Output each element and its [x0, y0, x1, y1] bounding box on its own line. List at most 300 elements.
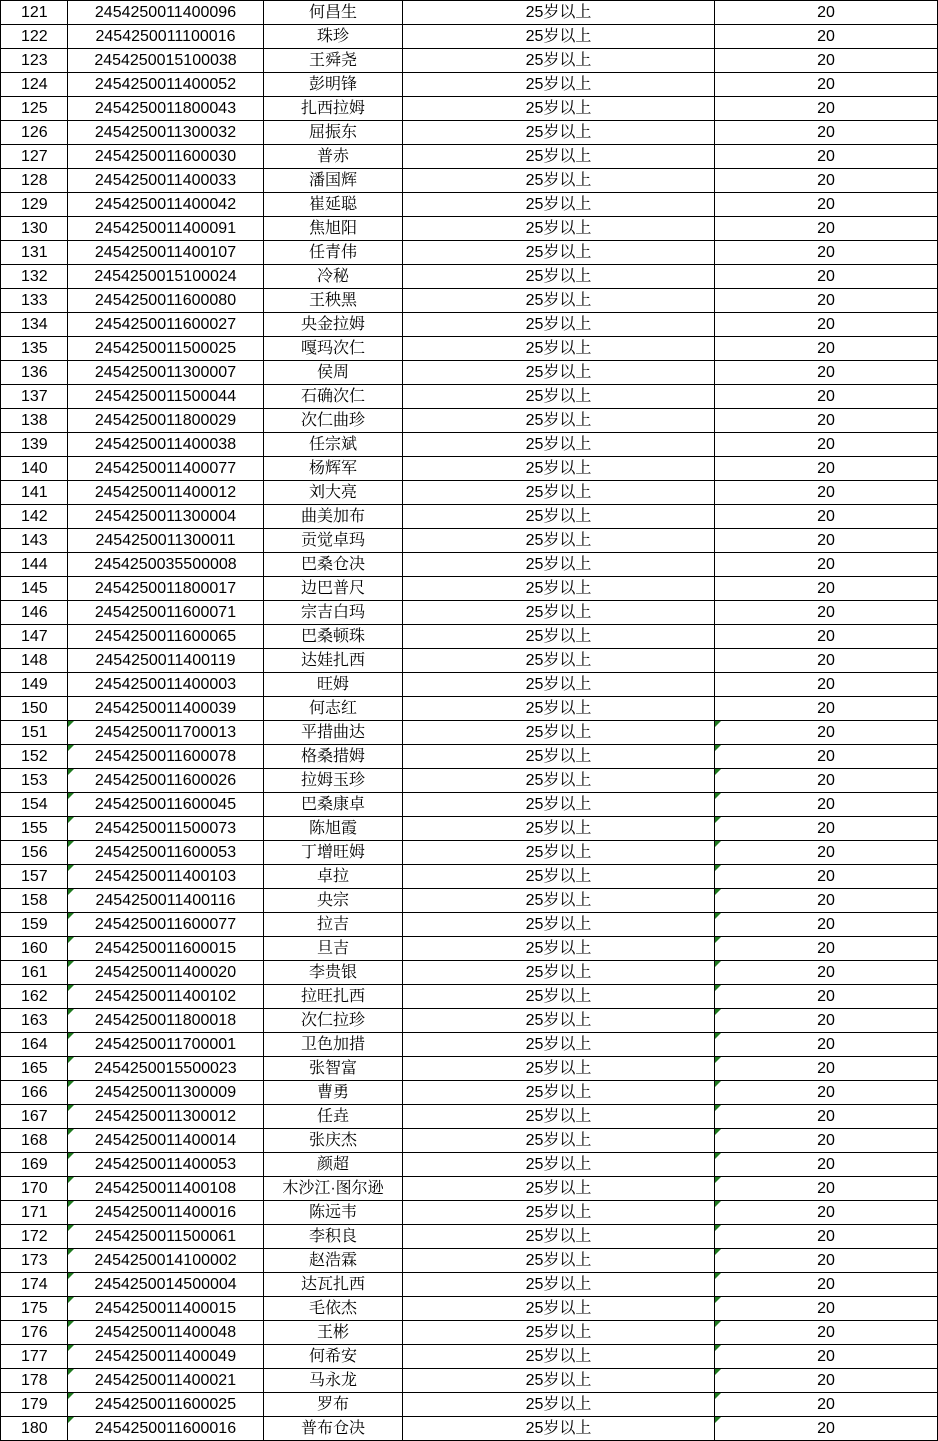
cell-id[interactable]: 2454250011500025 — [68, 337, 264, 361]
cell-score[interactable]: 20 — [715, 865, 938, 889]
cell-score[interactable]: 20 — [715, 1009, 938, 1033]
cell-score[interactable]: 20 — [715, 457, 938, 481]
cell-score[interactable]: 20 — [715, 1033, 938, 1057]
cell-id[interactable]: 2454250011600045 — [68, 793, 264, 817]
cell-id[interactable]: 2454250015500023 — [68, 1057, 264, 1081]
cell-age[interactable]: 25岁以上 — [403, 313, 715, 337]
cell-id[interactable]: 2454250011600077 — [68, 913, 264, 937]
cell-name[interactable]: 普布仓决 — [264, 1417, 403, 1441]
cell-id[interactable]: 2454250011500073 — [68, 817, 264, 841]
cell-id[interactable]: 2454250011800017 — [68, 577, 264, 601]
cell-age[interactable]: 25岁以上 — [403, 1153, 715, 1177]
cell-age[interactable]: 25岁以上 — [403, 1081, 715, 1105]
cell-age[interactable]: 25岁以上 — [403, 1129, 715, 1153]
cell-name[interactable]: 赵浩霖 — [264, 1249, 403, 1273]
cell-score[interactable]: 20 — [715, 937, 938, 961]
cell-score[interactable]: 20 — [715, 673, 938, 697]
cell-seq[interactable]: 169 — [1, 1153, 68, 1177]
cell-score[interactable]: 20 — [715, 289, 938, 313]
cell-name[interactable]: 曲美加布 — [264, 505, 403, 529]
cell-id[interactable]: 2454250011500061 — [68, 1225, 264, 1249]
cell-name[interactable]: 张智富 — [264, 1057, 403, 1081]
cell-seq[interactable]: 164 — [1, 1033, 68, 1057]
cell-id[interactable]: 2454250011400103 — [68, 865, 264, 889]
cell-score[interactable]: 20 — [715, 337, 938, 361]
cell-name[interactable]: 嘎玛次仁 — [264, 337, 403, 361]
cell-score[interactable]: 20 — [715, 1273, 938, 1297]
cell-name[interactable]: 毛依杰 — [264, 1297, 403, 1321]
cell-age[interactable]: 25岁以上 — [403, 121, 715, 145]
cell-name[interactable]: 达瓦扎西 — [264, 1273, 403, 1297]
cell-age[interactable]: 25岁以上 — [403, 793, 715, 817]
cell-score[interactable]: 20 — [715, 553, 938, 577]
cell-score[interactable]: 20 — [715, 97, 938, 121]
cell-age[interactable]: 25岁以上 — [403, 769, 715, 793]
cell-seq[interactable]: 173 — [1, 1249, 68, 1273]
cell-id[interactable]: 2454250011600071 — [68, 601, 264, 625]
cell-id[interactable]: 2454250011400033 — [68, 169, 264, 193]
cell-score[interactable]: 20 — [715, 889, 938, 913]
cell-id[interactable]: 2454250011700001 — [68, 1033, 264, 1057]
cell-name[interactable]: 焦旭阳 — [264, 217, 403, 241]
cell-seq[interactable]: 163 — [1, 1009, 68, 1033]
cell-score[interactable]: 20 — [715, 769, 938, 793]
cell-score[interactable]: 20 — [715, 265, 938, 289]
cell-seq[interactable]: 122 — [1, 25, 68, 49]
cell-age[interactable]: 25岁以上 — [403, 697, 715, 721]
cell-age[interactable]: 25岁以上 — [403, 1345, 715, 1369]
cell-age[interactable]: 25岁以上 — [403, 241, 715, 265]
cell-name[interactable]: 拉吉 — [264, 913, 403, 937]
cell-score[interactable]: 20 — [715, 49, 938, 73]
cell-id[interactable]: 2454250011400021 — [68, 1369, 264, 1393]
cell-score[interactable]: 20 — [715, 601, 938, 625]
cell-age[interactable]: 25岁以上 — [403, 457, 715, 481]
cell-seq[interactable]: 177 — [1, 1345, 68, 1369]
cell-seq[interactable]: 176 — [1, 1321, 68, 1345]
cell-score[interactable]: 20 — [715, 217, 938, 241]
cell-age[interactable]: 25岁以上 — [403, 1417, 715, 1441]
cell-age[interactable]: 25岁以上 — [403, 1177, 715, 1201]
cell-seq[interactable]: 155 — [1, 817, 68, 841]
cell-id[interactable]: 2454250011400108 — [68, 1177, 264, 1201]
cell-id[interactable]: 2454250011400102 — [68, 985, 264, 1009]
cell-age[interactable]: 25岁以上 — [403, 1225, 715, 1249]
cell-score[interactable]: 20 — [715, 1417, 938, 1441]
cell-id[interactable]: 2454250011600065 — [68, 625, 264, 649]
cell-seq[interactable]: 160 — [1, 937, 68, 961]
cell-id[interactable]: 2454250011400014 — [68, 1129, 264, 1153]
cell-score[interactable]: 20 — [715, 505, 938, 529]
cell-name[interactable]: 拉旺扎西 — [264, 985, 403, 1009]
cell-name[interactable]: 边巴普尺 — [264, 577, 403, 601]
cell-seq[interactable]: 145 — [1, 577, 68, 601]
cell-seq[interactable]: 133 — [1, 289, 68, 313]
cell-seq[interactable]: 139 — [1, 433, 68, 457]
cell-score[interactable]: 20 — [715, 73, 938, 97]
cell-id[interactable]: 2454250011600053 — [68, 841, 264, 865]
cell-age[interactable]: 25岁以上 — [403, 25, 715, 49]
cell-seq[interactable]: 147 — [1, 625, 68, 649]
cell-seq[interactable]: 171 — [1, 1201, 68, 1225]
cell-name[interactable]: 任垚 — [264, 1105, 403, 1129]
cell-age[interactable]: 25岁以上 — [403, 1297, 715, 1321]
cell-name[interactable]: 格桑措姆 — [264, 745, 403, 769]
cell-id[interactable]: 2454250011400020 — [68, 961, 264, 985]
cell-age[interactable]: 25岁以上 — [403, 553, 715, 577]
cell-age[interactable]: 25岁以上 — [403, 745, 715, 769]
cell-name[interactable]: 张庆杰 — [264, 1129, 403, 1153]
cell-age[interactable]: 25岁以上 — [403, 289, 715, 313]
cell-age[interactable]: 25岁以上 — [403, 361, 715, 385]
cell-seq[interactable]: 129 — [1, 193, 68, 217]
cell-id[interactable]: 2454250011400016 — [68, 1201, 264, 1225]
cell-name[interactable]: 李积良 — [264, 1225, 403, 1249]
cell-id[interactable]: 2454250011400119 — [68, 649, 264, 673]
cell-score[interactable]: 20 — [715, 1153, 938, 1177]
cell-seq[interactable]: 134 — [1, 313, 68, 337]
cell-age[interactable]: 25岁以上 — [403, 409, 715, 433]
cell-name[interactable]: 平措曲达 — [264, 721, 403, 745]
cell-name[interactable]: 次仁曲珍 — [264, 409, 403, 433]
cell-id[interactable]: 2454250014500004 — [68, 1273, 264, 1297]
cell-name[interactable]: 次仁拉珍 — [264, 1009, 403, 1033]
cell-age[interactable]: 25岁以上 — [403, 1273, 715, 1297]
cell-age[interactable]: 25岁以上 — [403, 217, 715, 241]
cell-age[interactable]: 25岁以上 — [403, 841, 715, 865]
cell-seq[interactable]: 132 — [1, 265, 68, 289]
cell-name[interactable]: 潘国辉 — [264, 169, 403, 193]
cell-name[interactable]: 何志红 — [264, 697, 403, 721]
cell-age[interactable]: 25岁以上 — [403, 1033, 715, 1057]
cell-score[interactable]: 20 — [715, 313, 938, 337]
cell-name[interactable]: 达娃扎西 — [264, 649, 403, 673]
cell-score[interactable]: 20 — [715, 1297, 938, 1321]
cell-seq[interactable]: 175 — [1, 1297, 68, 1321]
cell-id[interactable]: 2454250011600030 — [68, 145, 264, 169]
cell-id[interactable]: 2454250011300009 — [68, 1081, 264, 1105]
cell-id[interactable]: 2454250015100038 — [68, 49, 264, 73]
cell-score[interactable]: 20 — [715, 913, 938, 937]
cell-id[interactable]: 2454250011400096 — [68, 1, 264, 25]
cell-id[interactable]: 2454250011300004 — [68, 505, 264, 529]
cell-score[interactable]: 20 — [715, 721, 938, 745]
cell-name[interactable]: 曹勇 — [264, 1081, 403, 1105]
cell-score[interactable]: 20 — [715, 697, 938, 721]
cell-seq[interactable]: 124 — [1, 73, 68, 97]
cell-id[interactable]: 2454250011300012 — [68, 1105, 264, 1129]
cell-id[interactable]: 2454250011800043 — [68, 97, 264, 121]
cell-id[interactable]: 2454250011400077 — [68, 457, 264, 481]
cell-score[interactable]: 20 — [715, 1345, 938, 1369]
cell-name[interactable]: 巴桑仓决 — [264, 553, 403, 577]
cell-seq[interactable]: 143 — [1, 529, 68, 553]
cell-id[interactable]: 2454250011600025 — [68, 1393, 264, 1417]
cell-score[interactable]: 20 — [715, 1321, 938, 1345]
cell-score[interactable]: 20 — [715, 649, 938, 673]
cell-name[interactable]: 任青伟 — [264, 241, 403, 265]
cell-name[interactable]: 陈旭霞 — [264, 817, 403, 841]
cell-age[interactable]: 25岁以上 — [403, 1201, 715, 1225]
cell-seq[interactable]: 136 — [1, 361, 68, 385]
cell-id[interactable]: 2454250011400049 — [68, 1345, 264, 1369]
cell-score[interactable]: 20 — [715, 529, 938, 553]
cell-seq[interactable]: 148 — [1, 649, 68, 673]
cell-score[interactable]: 20 — [715, 1057, 938, 1081]
cell-name[interactable]: 任宗斌 — [264, 433, 403, 457]
cell-name[interactable]: 扎西拉姆 — [264, 97, 403, 121]
cell-seq[interactable]: 146 — [1, 601, 68, 625]
cell-seq[interactable]: 167 — [1, 1105, 68, 1129]
cell-age[interactable]: 25岁以上 — [403, 1369, 715, 1393]
cell-age[interactable]: 25岁以上 — [403, 1057, 715, 1081]
cell-score[interactable]: 20 — [715, 361, 938, 385]
cell-age[interactable]: 25岁以上 — [403, 961, 715, 985]
cell-id[interactable]: 2454250011400042 — [68, 193, 264, 217]
cell-score[interactable]: 20 — [715, 577, 938, 601]
cell-name[interactable]: 石确次仁 — [264, 385, 403, 409]
cell-id[interactable]: 2454250011400091 — [68, 217, 264, 241]
cell-id[interactable]: 2454250011500044 — [68, 385, 264, 409]
cell-id[interactable]: 2454250011400038 — [68, 433, 264, 457]
cell-name[interactable]: 旺姆 — [264, 673, 403, 697]
cell-seq[interactable]: 170 — [1, 1177, 68, 1201]
cell-age[interactable]: 25岁以上 — [403, 985, 715, 1009]
cell-seq[interactable]: 142 — [1, 505, 68, 529]
cell-score[interactable]: 20 — [715, 1225, 938, 1249]
cell-id[interactable]: 2454250011100016 — [68, 25, 264, 49]
cell-score[interactable]: 20 — [715, 241, 938, 265]
cell-seq[interactable]: 154 — [1, 793, 68, 817]
cell-name[interactable]: 卓拉 — [264, 865, 403, 889]
cell-score[interactable]: 20 — [715, 1105, 938, 1129]
cell-score[interactable]: 20 — [715, 1, 938, 25]
cell-age[interactable]: 25岁以上 — [403, 625, 715, 649]
cell-seq[interactable]: 157 — [1, 865, 68, 889]
cell-score[interactable]: 20 — [715, 409, 938, 433]
cell-seq[interactable]: 137 — [1, 385, 68, 409]
cell-age[interactable]: 25岁以上 — [403, 1321, 715, 1345]
cell-age[interactable]: 25岁以上 — [403, 97, 715, 121]
cell-seq[interactable]: 168 — [1, 1129, 68, 1153]
cell-id[interactable]: 2454250011400003 — [68, 673, 264, 697]
cell-score[interactable]: 20 — [715, 625, 938, 649]
cell-seq[interactable]: 166 — [1, 1081, 68, 1105]
cell-id[interactable]: 2454250011600027 — [68, 313, 264, 337]
cell-age[interactable]: 25岁以上 — [403, 889, 715, 913]
cell-age[interactable]: 25岁以上 — [403, 505, 715, 529]
cell-name[interactable]: 木沙江·图尔逊 — [264, 1177, 403, 1201]
cell-name[interactable]: 何昌生 — [264, 1, 403, 25]
cell-name[interactable]: 彭明锋 — [264, 73, 403, 97]
cell-seq[interactable]: 152 — [1, 745, 68, 769]
cell-id[interactable]: 2454250011400015 — [68, 1297, 264, 1321]
cell-name[interactable]: 珠珍 — [264, 25, 403, 49]
cell-name[interactable]: 旦吉 — [264, 937, 403, 961]
cell-seq[interactable]: 153 — [1, 769, 68, 793]
cell-name[interactable]: 卫色加措 — [264, 1033, 403, 1057]
cell-id[interactable]: 2454250011800029 — [68, 409, 264, 433]
cell-seq[interactable]: 179 — [1, 1393, 68, 1417]
cell-age[interactable]: 25岁以上 — [403, 577, 715, 601]
cell-name[interactable]: 宗吉白玛 — [264, 601, 403, 625]
cell-seq[interactable]: 151 — [1, 721, 68, 745]
cell-id[interactable]: 2454250011400053 — [68, 1153, 264, 1177]
cell-age[interactable]: 25岁以上 — [403, 49, 715, 73]
cell-age[interactable]: 25岁以上 — [403, 1, 715, 25]
cell-name[interactable]: 李贵银 — [264, 961, 403, 985]
cell-name[interactable]: 冷秘 — [264, 265, 403, 289]
cell-score[interactable]: 20 — [715, 25, 938, 49]
cell-seq[interactable]: 141 — [1, 481, 68, 505]
cell-age[interactable]: 25岁以上 — [403, 481, 715, 505]
cell-name[interactable]: 巴桑康卓 — [264, 793, 403, 817]
cell-name[interactable]: 颜超 — [264, 1153, 403, 1177]
cell-seq[interactable]: 126 — [1, 121, 68, 145]
cell-id[interactable]: 2454250011600026 — [68, 769, 264, 793]
cell-age[interactable]: 25岁以上 — [403, 193, 715, 217]
cell-id[interactable]: 2454250011400107 — [68, 241, 264, 265]
cell-age[interactable]: 25岁以上 — [403, 913, 715, 937]
cell-id[interactable]: 2454250011400052 — [68, 73, 264, 97]
cell-seq[interactable]: 149 — [1, 673, 68, 697]
cell-seq[interactable]: 128 — [1, 169, 68, 193]
cell-seq[interactable]: 172 — [1, 1225, 68, 1249]
cell-name[interactable]: 何希安 — [264, 1345, 403, 1369]
cell-name[interactable]: 杨辉军 — [264, 457, 403, 481]
cell-id[interactable]: 2454250011800018 — [68, 1009, 264, 1033]
cell-score[interactable]: 20 — [715, 193, 938, 217]
cell-age[interactable]: 25岁以上 — [403, 265, 715, 289]
cell-age[interactable]: 25岁以上 — [403, 145, 715, 169]
cell-seq[interactable]: 158 — [1, 889, 68, 913]
cell-seq[interactable]: 174 — [1, 1273, 68, 1297]
cell-score[interactable]: 20 — [715, 121, 938, 145]
cell-age[interactable]: 25岁以上 — [403, 937, 715, 961]
cell-id[interactable]: 2454250011600078 — [68, 745, 264, 769]
cell-age[interactable]: 25岁以上 — [403, 529, 715, 553]
cell-seq[interactable]: 159 — [1, 913, 68, 937]
cell-id[interactable]: 2454250011400012 — [68, 481, 264, 505]
cell-id[interactable]: 2454250011600015 — [68, 937, 264, 961]
cell-name[interactable]: 屈振东 — [264, 121, 403, 145]
cell-age[interactable]: 25岁以上 — [403, 601, 715, 625]
cell-score[interactable]: 20 — [715, 169, 938, 193]
cell-name[interactable]: 普赤 — [264, 145, 403, 169]
cell-score[interactable]: 20 — [715, 145, 938, 169]
cell-name[interactable]: 王舜尧 — [264, 49, 403, 73]
cell-score[interactable]: 20 — [715, 433, 938, 457]
cell-seq[interactable]: 138 — [1, 409, 68, 433]
cell-score[interactable]: 20 — [715, 817, 938, 841]
cell-id[interactable]: 2454250015100024 — [68, 265, 264, 289]
cell-id[interactable]: 2454250011300032 — [68, 121, 264, 145]
cell-score[interactable]: 20 — [715, 793, 938, 817]
cell-seq[interactable]: 156 — [1, 841, 68, 865]
cell-name[interactable]: 崔延聪 — [264, 193, 403, 217]
cell-id[interactable]: 2454250011600016 — [68, 1417, 264, 1441]
cell-age[interactable]: 25岁以上 — [403, 1009, 715, 1033]
cell-name[interactable]: 罗布 — [264, 1393, 403, 1417]
cell-score[interactable]: 20 — [715, 1249, 938, 1273]
cell-score[interactable]: 20 — [715, 481, 938, 505]
cell-name[interactable]: 央宗 — [264, 889, 403, 913]
cell-name[interactable]: 王彬 — [264, 1321, 403, 1345]
cell-seq[interactable]: 165 — [1, 1057, 68, 1081]
cell-id[interactable]: 2454250011400048 — [68, 1321, 264, 1345]
cell-name[interactable]: 央金拉姆 — [264, 313, 403, 337]
cell-seq[interactable]: 161 — [1, 961, 68, 985]
cell-seq[interactable]: 144 — [1, 553, 68, 577]
cell-seq[interactable]: 121 — [1, 1, 68, 25]
cell-age[interactable]: 25岁以上 — [403, 817, 715, 841]
cell-score[interactable]: 20 — [715, 745, 938, 769]
cell-id[interactable]: 2454250011600080 — [68, 289, 264, 313]
cell-score[interactable]: 20 — [715, 1201, 938, 1225]
cell-name[interactable]: 刘大亮 — [264, 481, 403, 505]
cell-score[interactable]: 20 — [715, 985, 938, 1009]
cell-seq[interactable]: 130 — [1, 217, 68, 241]
cell-age[interactable]: 25岁以上 — [403, 433, 715, 457]
cell-age[interactable]: 25岁以上 — [403, 73, 715, 97]
cell-seq[interactable]: 162 — [1, 985, 68, 1009]
cell-score[interactable]: 20 — [715, 385, 938, 409]
cell-name[interactable]: 马永龙 — [264, 1369, 403, 1393]
cell-age[interactable]: 25岁以上 — [403, 169, 715, 193]
cell-score[interactable]: 20 — [715, 1129, 938, 1153]
cell-seq[interactable]: 135 — [1, 337, 68, 361]
cell-age[interactable]: 25岁以上 — [403, 1249, 715, 1273]
cell-seq[interactable]: 140 — [1, 457, 68, 481]
cell-id[interactable]: 2454250011300011 — [68, 529, 264, 553]
cell-age[interactable]: 25岁以上 — [403, 1105, 715, 1129]
cell-id[interactable]: 2454250035500008 — [68, 553, 264, 577]
cell-score[interactable]: 20 — [715, 1393, 938, 1417]
cell-seq[interactable]: 178 — [1, 1369, 68, 1393]
cell-score[interactable]: 20 — [715, 961, 938, 985]
cell-seq[interactable]: 123 — [1, 49, 68, 73]
cell-age[interactable]: 25岁以上 — [403, 1393, 715, 1417]
cell-score[interactable]: 20 — [715, 1369, 938, 1393]
cell-name[interactable]: 贡觉卓玛 — [264, 529, 403, 553]
cell-seq[interactable]: 150 — [1, 697, 68, 721]
cell-id[interactable]: 2454250011700013 — [68, 721, 264, 745]
cell-name[interactable]: 丁增旺姆 — [264, 841, 403, 865]
cell-name[interactable]: 王秧黑 — [264, 289, 403, 313]
cell-id[interactable]: 2454250011400116 — [68, 889, 264, 913]
cell-id[interactable]: 2454250011400039 — [68, 697, 264, 721]
cell-name[interactable]: 陈远韦 — [264, 1201, 403, 1225]
cell-name[interactable]: 巴桑顿珠 — [264, 625, 403, 649]
cell-name[interactable]: 拉姆玉珍 — [264, 769, 403, 793]
cell-seq[interactable]: 125 — [1, 97, 68, 121]
cell-age[interactable]: 25岁以上 — [403, 865, 715, 889]
cell-seq[interactable]: 127 — [1, 145, 68, 169]
cell-age[interactable]: 25岁以上 — [403, 649, 715, 673]
cell-id[interactable]: 2454250011300007 — [68, 361, 264, 385]
cell-seq[interactable]: 131 — [1, 241, 68, 265]
cell-score[interactable]: 20 — [715, 1177, 938, 1201]
cell-score[interactable]: 20 — [715, 1081, 938, 1105]
cell-age[interactable]: 25岁以上 — [403, 721, 715, 745]
cell-age[interactable]: 25岁以上 — [403, 337, 715, 361]
cell-age[interactable]: 25岁以上 — [403, 673, 715, 697]
cell-score[interactable]: 20 — [715, 841, 938, 865]
cell-name[interactable]: 侯周 — [264, 361, 403, 385]
cell-seq[interactable]: 180 — [1, 1417, 68, 1441]
cell-age[interactable]: 25岁以上 — [403, 385, 715, 409]
cell-id[interactable]: 2454250014100002 — [68, 1249, 264, 1273]
